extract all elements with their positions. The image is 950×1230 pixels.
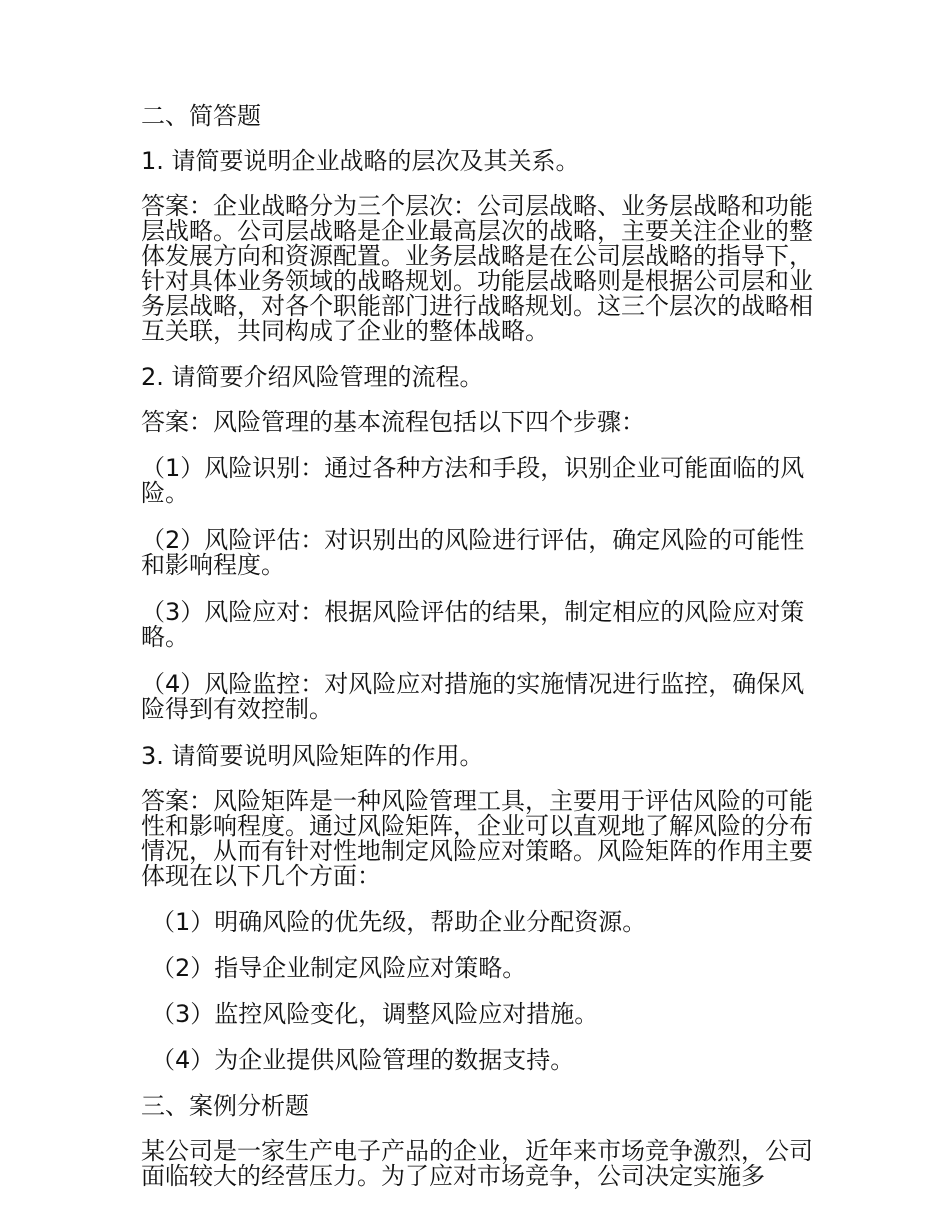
answer-3: 答案：风险矩阵是一种风险管理工具，主要用于评估风险的可能性和影响程度。通过风险矩阵，企业可以直观地了解风险的分布情况，从而有针对性地制定风险应对策略。风险矩阵的作用主要体现在以下几个方面： bbox=[141, 787, 813, 890]
section-title-short-answer: 二、简答题 bbox=[141, 102, 261, 130]
answer-2-step-1: （1）风险识别：通过各种方法和手段，识别企业可能面临的风险。 bbox=[141, 454, 805, 507]
question-1: 1. 请简要说明企业战略的层次及其关系。 bbox=[141, 147, 580, 175]
document-content bbox=[141, 104, 813, 1189]
answer-2-intro: 答案：风险管理的基本流程包括以下四个步骤： bbox=[141, 408, 645, 436]
case-text: 某公司是一家生产电子产品的企业，近年来市场竞争激烈，公司面临较大的经营压力。为了应对市场竞争，公司决定实施多 bbox=[141, 1137, 813, 1190]
section-title-case-analysis: 三、案例分析题 bbox=[141, 1092, 309, 1120]
answer-3-item-2: （2）指导企业制定风险应对策略。 bbox=[151, 954, 527, 982]
answer-3-item-3: （3）监控风险变化，调整风险应对措施。 bbox=[151, 1000, 599, 1028]
answer-3-item-1: （1）明确风险的优先级，帮助企业分配资源。 bbox=[151, 908, 647, 936]
answer-2-step-3: （3）风险应对：根据风险评估的结果，制定相应的风险应对策略。 bbox=[141, 598, 805, 651]
answer-2-step-4: （4）风险监控：对风险应对措施的实施情况进行监控，确保风险得到有效控制。 bbox=[141, 670, 805, 723]
answer-2-step-2: （2）风险评估：对识别出的风险进行评估，确定风险的可能性和影响程度。 bbox=[141, 526, 805, 579]
answer-3-item-4: （4）为企业提供风险管理的数据支持。 bbox=[151, 1046, 575, 1074]
question-2: 2. 请简要介绍风险管理的流程。 bbox=[141, 363, 484, 391]
answer-1: 答案：企业战略分为三个层次：公司层战略、业务层战略和功能层战略。公司层战略是企业最高层次的战略，主要关注企业的整体发展方向和资源配置。业务层战略是在公司层战略的指导下，针对具体业务领域的战略规划。功能层战略则是根据公司层和业务层战略，对各个职能部门进行战略规划。这三个层次的战略相互关联，共同构成了企业的整体战略。 bbox=[141, 192, 813, 345]
question-3: 3. 请简要说明风险矩阵的作用。 bbox=[141, 742, 484, 770]
